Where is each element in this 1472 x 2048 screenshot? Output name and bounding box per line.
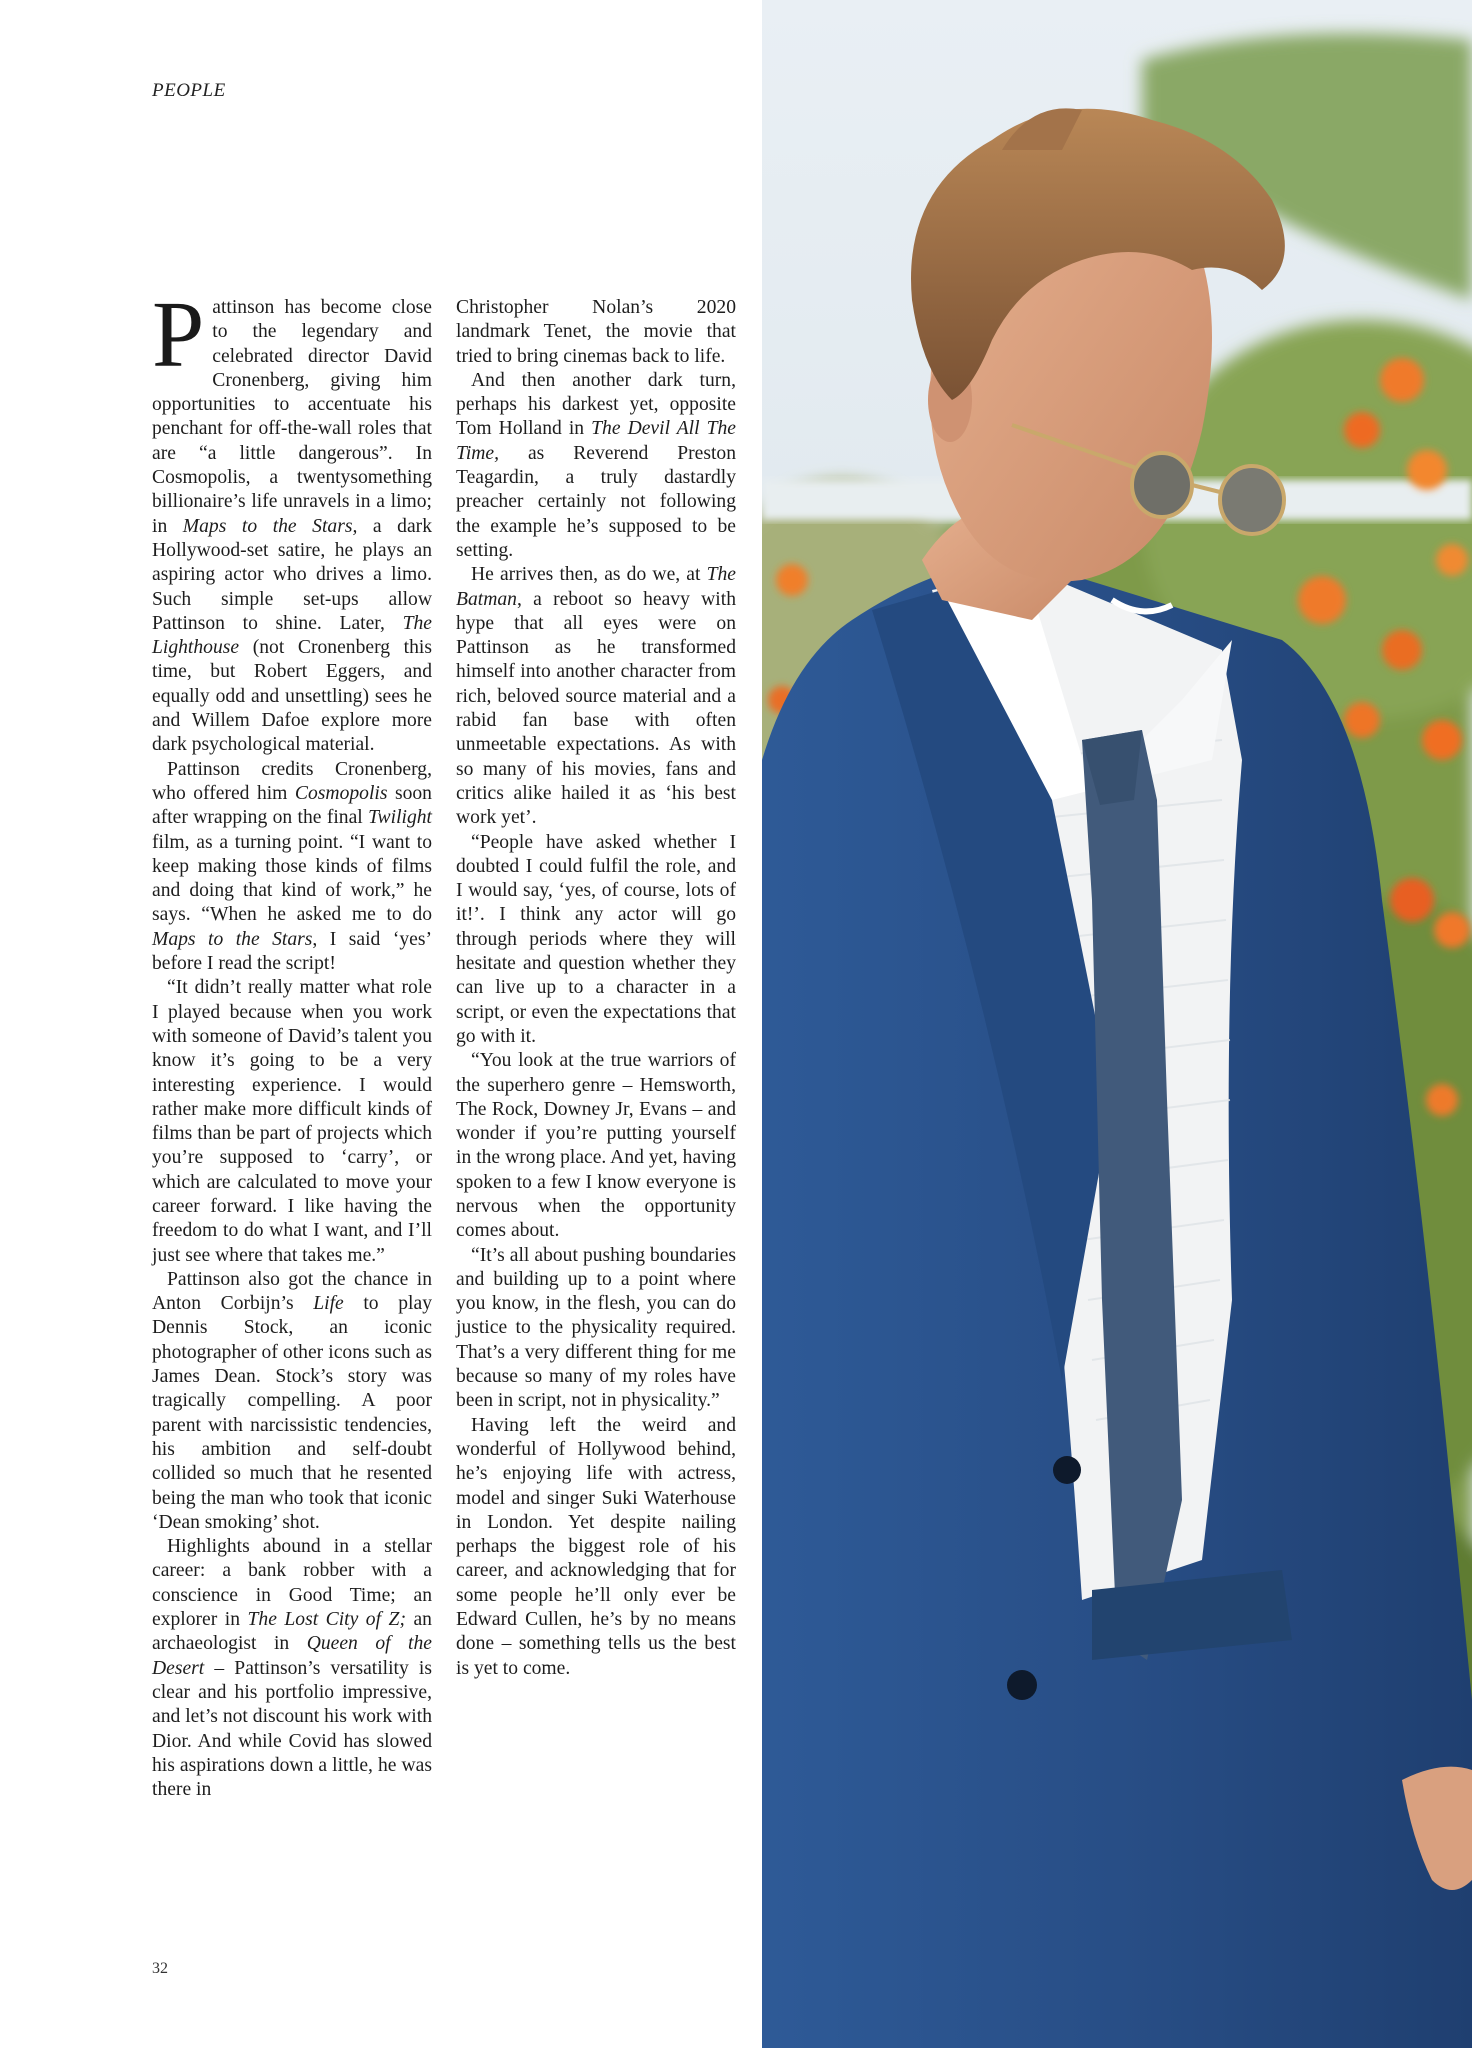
body-text: Highlights abound in a stellar career: a bank robber with a conscience in Good Time; an explorer in bbox=[152, 1536, 432, 1631]
body-text: “It didn’t really matter what role I played because when you work with someone of David’s talent you know it’s going to be a very interesting experience. I would rather make more difficult kinds of films than be part of projects which you’re supposed to ‘carry’, or which are calculated to move your career forward. I like having the freedom to do what I want, and I’ll just see where that takes me.” bbox=[152, 977, 432, 1266]
body-text: , a reboot so heavy with hype that all eyes were on Pattinson as he transformed himself into another character from rich, beloved source material and a rabid fan base with often unmeetable expectations. As with so many of his movies, fans and critics alike hailed it as ‘his best work yet’. bbox=[456, 588, 736, 829]
article-column-right bbox=[456, 296, 736, 1681]
body-text: (not Cronenberg this time, but Robert Eggers, and equally odd and unsettling) sees he and Willem Dafoe explore more dark psychological material. bbox=[152, 637, 432, 756]
article-paragraph bbox=[456, 369, 736, 563]
jacket-button bbox=[1053, 1456, 1081, 1484]
body-text: Pattinson also got the chance in Anton Corbijn’s bbox=[152, 1268, 432, 1315]
italic-title-text: The Devil All The Time, bbox=[456, 418, 736, 464]
jacket-button bbox=[1007, 1670, 1037, 1700]
body-text: “People have asked whether I doubted I could fulfil the role, and I would say, ‘yes, of course, lots of it!’. I think any actor will go through periods where they will hesitate and question whether they can live up to a character in a script, or even the expectations that go with it. bbox=[456, 831, 736, 1047]
body-text: Pattinson credits Cronenberg, who offered him bbox=[152, 758, 432, 804]
article-paragraph bbox=[152, 283, 432, 758]
italic-title-text: Maps to the Stars bbox=[152, 928, 313, 950]
body-text: as Reverend Preston Teagardin, a truly dastardly preacher certainly not following the example he’s supposed to be setting. bbox=[456, 442, 736, 561]
portrait-photo bbox=[762, 0, 1472, 2048]
article-paragraph bbox=[456, 1414, 736, 1681]
body-text: to play Dennis Stock, an iconic photographer of other icons such as James Dean. Stock’s story was tragically compelling. A poor parent with narcissistic tendencies, his ambition and self-doubt collided so much that he resented being the man who took that iconic ‘Dean smoking’ shot. bbox=[152, 1293, 432, 1533]
italic-title-text: Twilight bbox=[368, 807, 432, 829]
article-paragraph bbox=[152, 976, 432, 1268]
body-text: Having left the weird and wonderful of Hollywood behind, he’s enjoying life with actress, model and singer Suki Waterhouse in London. Yet despite nailing perhaps the biggest role of his career, and acknowledging that for some people he’ll only ever be Edward Cullen, he’s by no means done – something tells us the best is yet to come. bbox=[456, 1414, 736, 1679]
drop-cap: P bbox=[152, 283, 205, 387]
body-text: soon after wrapping on the final bbox=[152, 782, 432, 829]
body-text: Christopher Nolan’s 2020 landmark Tenet, the movie that tried to bring cinemas back to life. bbox=[456, 297, 736, 367]
body-text: attinson has become close to the legendary and celebrated director David Cronenberg, giving him opportunities to accentuate his penchant for off-the-wall roles that are “a little dangerous”. In Cosmopolis, a twentysomething billionaire’s life unravels in a limo; in bbox=[152, 297, 432, 537]
section-label: PEOPLE bbox=[152, 80, 226, 101]
body-text: , I said ‘yes’ before I read the script! bbox=[152, 928, 432, 975]
italic-title-text: The Lost City of Z; bbox=[247, 1609, 406, 1631]
body-text: an archaeologist in bbox=[152, 1609, 432, 1655]
article-paragraph bbox=[456, 563, 736, 830]
body-text: – Pattinson’s versatility is clear and his portfolio impressive, and let’s not discount his work with Dior. And while Covid has slowed his aspirations down a little, he was there in bbox=[152, 1657, 432, 1801]
article-paragraph bbox=[456, 296, 736, 369]
italic-title-text: Queen of the Desert bbox=[152, 1633, 432, 1679]
body-text: He arrives then, as do we, at bbox=[471, 564, 707, 586]
italic-title-text: The Batman bbox=[456, 564, 736, 610]
portrait-photo-illustration bbox=[762, 0, 1472, 2048]
article-paragraph bbox=[152, 758, 432, 977]
italic-title-text: The Lighthouse bbox=[152, 612, 432, 659]
article-paragraph bbox=[152, 1268, 432, 1535]
body-text: And then another dark turn, perhaps his darkest yet, opposite Tom Holland in bbox=[456, 369, 736, 440]
article-paragraph bbox=[456, 831, 736, 1050]
body-text: “It’s all about pushing boundaries and building up to a point where you know, in the flesh, you can do justice to the physicality required. That’s a very different thing for me because so many of my roles have been in script, not in physicality.” bbox=[456, 1244, 736, 1412]
body-text: “You look at the true warriors of the superhero genre – Hemsworth, The Rock, Downey Jr, Evans – and wonder if you’re putting yourself in the wrong place. And yet, having spoken to a few I know everyone is nervous when the opportunity comes about. bbox=[456, 1050, 736, 1242]
article-column-left bbox=[152, 283, 432, 1802]
page-number: 32 bbox=[152, 1960, 168, 1977]
body-text: film, as a turning point. “I want to keep making those kinds of films and doing that kind of work,” he says. “When he asked me to do bbox=[152, 831, 432, 926]
article-paragraph bbox=[456, 1244, 736, 1414]
italic-title-text: Maps to the Stars, bbox=[182, 515, 358, 537]
italic-title-text: Life bbox=[313, 1293, 344, 1315]
body-text: a dark Hollywood-set satire, he plays an aspiring actor who drives a limo. Such simple set-ups allow Pattinson to shine. Later, bbox=[152, 515, 432, 634]
article-paragraph bbox=[152, 1535, 432, 1802]
article-paragraph bbox=[456, 1049, 736, 1243]
italic-title-text: Cosmopolis bbox=[294, 782, 388, 804]
